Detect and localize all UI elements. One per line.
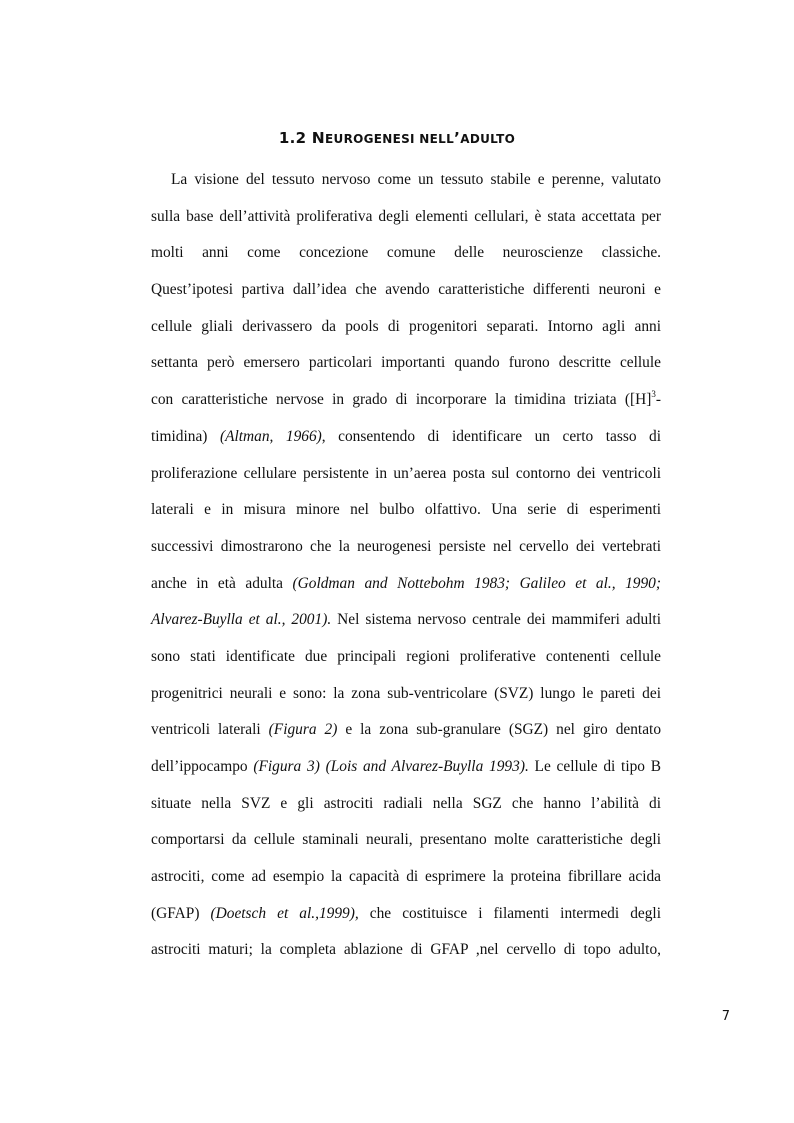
text-segment: La visione del tessuto nervoso come un tessuto stabile e perenne, valutato [171, 171, 661, 188]
text-segment: (GFAP) [151, 904, 211, 922]
text-segment: dell’ippocampo [151, 758, 254, 775]
section-title-initial: N [311, 129, 326, 147]
text-segment: , consentendo di identificare un certo tasso di [321, 427, 662, 445]
text-segment: Nel sistema nervoso centrale dei mammiferi adulti [331, 611, 661, 629]
text-line [151, 896, 661, 933]
text-segment: timidina) [151, 427, 220, 445]
text-segment: Quest’ipotesi partiva dall’idea che avendo caratteristiche differenti neuroni e [151, 281, 661, 299]
text-segment: con caratteristiche nervose in grado di incorporare la timidina triziata ([H] [151, 391, 652, 409]
text-line [151, 456, 661, 493]
text-line [151, 199, 661, 236]
section-title-apostrophe: ’ [454, 129, 461, 147]
text-segment: cellule gliali derivassero da pools di progenitori separati. Intorno agli anni [151, 317, 661, 335]
section-title [0, 128, 794, 149]
text-line [151, 602, 661, 639]
text-segment: progenitrici neurali e sono: la zona sub-ventricolare (SVZ) lungo le pareti dei [151, 684, 661, 702]
text-line [151, 492, 661, 529]
text-segment: - [655, 391, 661, 409]
text-line [151, 309, 661, 346]
text-segment: Le cellule di tipo B [528, 758, 662, 775]
text-line [151, 822, 661, 859]
citation-text: Alvarez-Buylla et al., 2001). [151, 611, 332, 629]
text-segment: settanta però emersero particolari importanti quando furono descritte cellule [151, 354, 661, 372]
text-segment: e la zona sub-granulare (SGZ) nel giro dentato [337, 721, 662, 739]
text-segment: successivi dimostrarono che la neurogenesi persiste nel cervello dei vertebrati [151, 537, 661, 555]
text-line [151, 749, 661, 786]
text-segment: che costituisce i filamenti intermedi degli [358, 904, 661, 922]
text-segment: sulla base dell’attività proliferativa degli elementi cellulari, è stata accettata per [151, 207, 661, 225]
text-line [151, 419, 661, 456]
text-line [151, 786, 661, 823]
text-line [151, 676, 661, 713]
text-line [151, 932, 661, 969]
text-segment: anche in età adulta [151, 574, 293, 592]
text-segment: molti anni come concezione comune delle neuroscienze classiche. [151, 244, 661, 262]
page-number: 7 [721, 1009, 730, 1024]
text-segment: comportarsi da cellule staminali neurali, presentano molte caratteristiche degli [151, 831, 661, 849]
section-number: 1.2 [278, 129, 307, 147]
text-line [151, 712, 661, 749]
text-line [151, 382, 661, 419]
text-segment: ventricoli laterali [151, 721, 269, 739]
section-title-smallcaps-2: ADULTO [460, 132, 516, 146]
text-segment: laterali e in misura minore nel bulbo olfattivo. Una serie di esperimenti [151, 501, 661, 519]
text-line [151, 566, 661, 603]
text-line [151, 162, 661, 199]
text-line [151, 859, 661, 896]
citation-text: (Goldman and Nottebohm 1983; Galileo et al., 1990; [292, 574, 661, 592]
text-segment: astrociti maturi; la completa ablazione di GFAP ,nel cervello di topo adulto, [151, 941, 661, 959]
text-line [151, 529, 661, 566]
citation-text: (Doetsch et al.,1999), [210, 904, 359, 922]
body-paragraph [151, 162, 661, 969]
section-title-smallcaps-1: EUROGENESI NELL [325, 132, 455, 146]
citation-text: (Altman, 1966) [219, 427, 322, 445]
text-segment: astrociti, come ad esempio la capacità di esprimere la proteina fibrillare acida [151, 868, 661, 886]
text-line [151, 345, 661, 382]
text-segment: proliferazione cellulare persistente in un’aerea posta sul contorno dei ventricoli [151, 464, 661, 482]
text-line [151, 272, 661, 309]
text-line [151, 235, 661, 272]
superscript: 3 [651, 389, 656, 400]
text-line [151, 639, 661, 676]
citation-text: (Figura 2) [268, 721, 338, 739]
text-segment: situate nella SVZ e gli astrociti radiali nella SGZ che hanno l’abilità di [151, 794, 661, 812]
citation-text: (Figura 3) (Lois and Alvarez-Buylla 1993). [253, 758, 529, 775]
text-segment: sono stati identificate due principali regioni proliferative contenenti cellule [151, 647, 661, 665]
